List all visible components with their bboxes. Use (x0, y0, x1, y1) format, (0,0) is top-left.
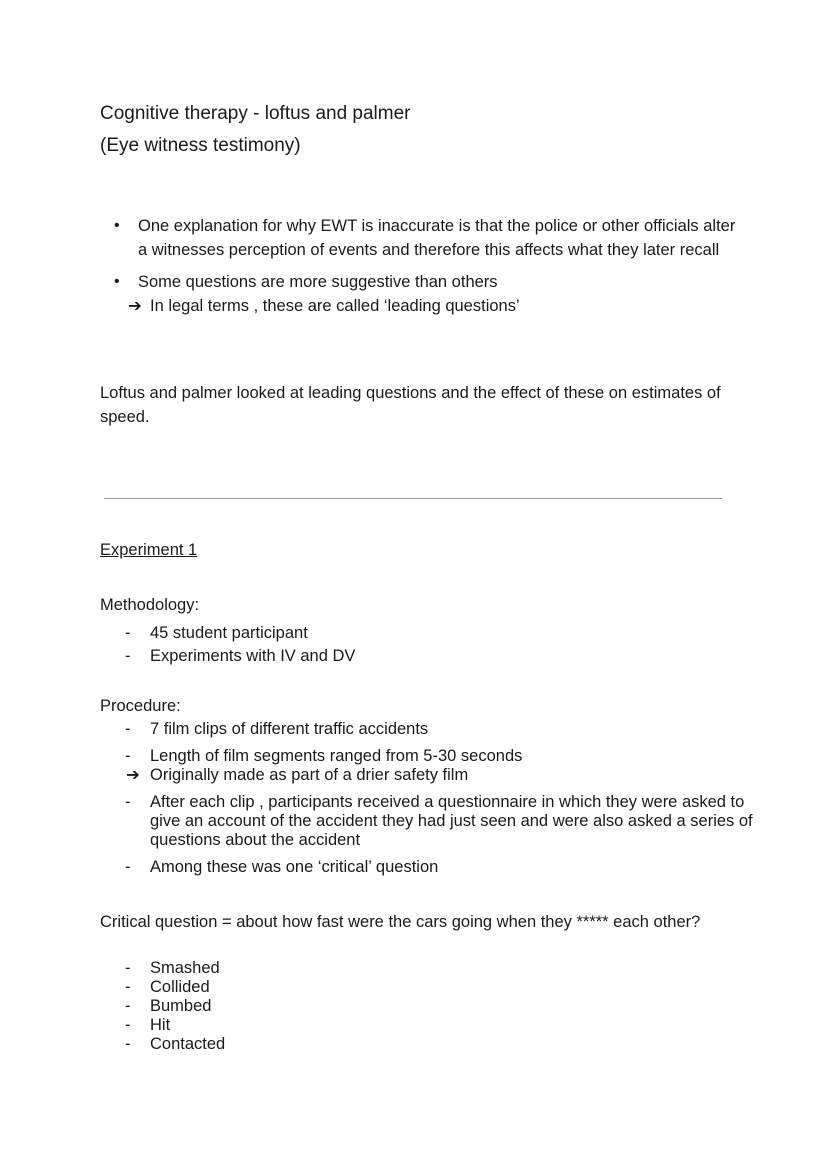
dash-icon: - (125, 978, 131, 996)
bullet-text: One explanation for why EWT is inaccurate is that the police or other officials alter a witnesses perception of events and therefore this affects what they later recall (138, 217, 736, 259)
list-item-text: Length of film segments ranged from 5-30 seconds (150, 747, 523, 765)
dash-icon: - (125, 747, 131, 765)
bullet-sub-text: In legal terms , these are called ‘leading questions’ (150, 297, 520, 315)
list-item (100, 978, 760, 997)
list-item-text: Among these was one ‘critical’ question (150, 858, 439, 876)
list-item (100, 622, 760, 645)
dash-icon: - (125, 1016, 131, 1034)
document-subtitle: (Eye witness testimony) (100, 135, 301, 156)
list-item-text: After each clip , participants received a questionnaire in which they were asked to give an account of the accident they had just seen and were also asked a series of questions about the accident (150, 793, 753, 849)
list-item-text: Contacted (150, 1035, 226, 1053)
list-item (100, 858, 760, 877)
document-title: Cognitive therapy - loftus and palmer (100, 103, 411, 124)
methodology-list (100, 622, 760, 668)
procedure-label: Procedure: (100, 697, 181, 715)
dash-icon: - (125, 858, 131, 876)
list-item (100, 1016, 760, 1035)
verb-list (100, 959, 760, 1054)
list-item (100, 959, 760, 978)
list-item-text: 7 film clips of different traffic accidents (150, 720, 429, 738)
bullet-list (100, 214, 740, 318)
horizontal-divider (104, 498, 722, 499)
intro-paragraph: Loftus and palmer looked at leading questions and the effect of these on estimates of speed. (100, 384, 721, 426)
procedure-list (100, 720, 760, 877)
list-sub-item-text: Originally made as part of a drier safety film (150, 766, 469, 784)
dash-icon: - (125, 624, 131, 642)
list-item-text: Smashed (150, 959, 220, 977)
arrow-right-icon: ➔ (128, 297, 142, 315)
list-item-text: Experiments with IV and DV (150, 647, 356, 665)
bullet-item (100, 214, 740, 262)
dash-icon: - (125, 1035, 131, 1053)
dash-icon: - (125, 997, 131, 1015)
list-item-text: Hit (150, 1016, 171, 1034)
arrow-right-icon: ➔ (126, 766, 140, 784)
list-item (100, 997, 760, 1016)
list-item-text: 45 student participant (150, 624, 308, 642)
experiment-heading: Experiment 1 (100, 541, 198, 559)
bullet-item (100, 270, 740, 294)
dash-icon: - (125, 647, 131, 665)
dash-icon: - (125, 959, 131, 977)
dash-icon: - (125, 720, 131, 738)
dash-icon: - (125, 793, 131, 811)
list-item (100, 747, 760, 766)
list-item (100, 720, 760, 739)
list-sub-item (100, 766, 760, 785)
list-item-text: Collided (150, 978, 210, 996)
list-item (100, 1035, 760, 1054)
list-item (100, 645, 760, 668)
list-item (100, 793, 760, 850)
bullet-icon: • (114, 217, 120, 234)
bullet-sub-item (100, 294, 740, 318)
bullet-icon: • (114, 273, 120, 290)
methodology-label: Methodology: (100, 596, 200, 614)
list-item-text: Bumbed (150, 997, 212, 1015)
bullet-text: Some questions are more suggestive than others (138, 273, 498, 291)
critical-question: Critical question = about how fast were the cars going when they ***** each other? (100, 913, 701, 931)
